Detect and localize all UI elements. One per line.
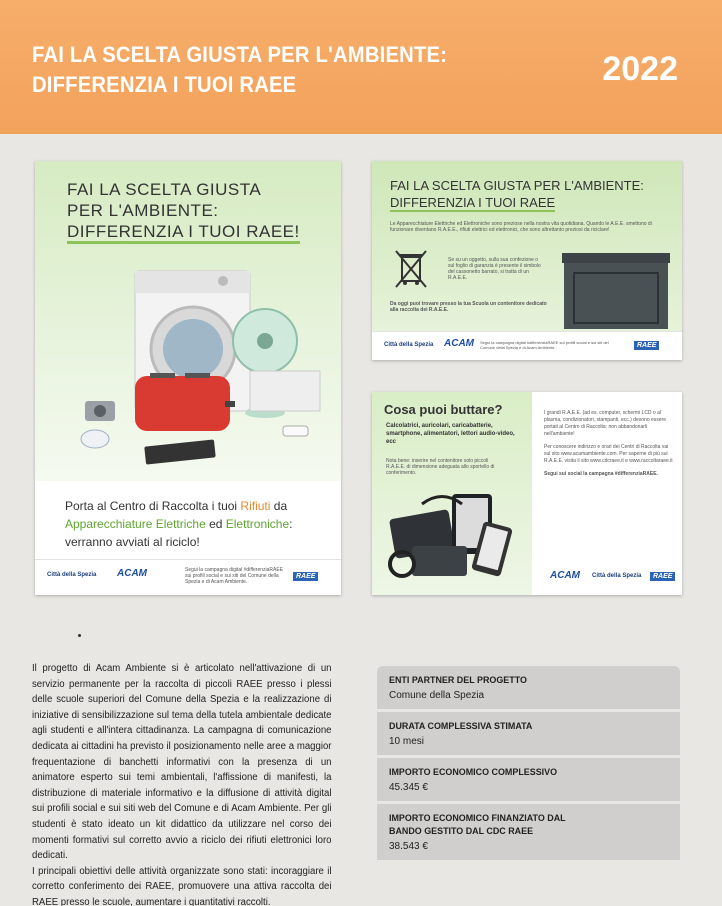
poster-bottom-note: Nota bene: inserire nel contenitore solo piccoli R.A.E.E. di dimensione adeguata allo sportello di conferimento. [386,458,495,476]
poster-main-footer [35,559,341,595]
appliances-illustration [75,261,325,481]
poster-top-footer-note: Segui la campagna digital #differenziaRAEE sui profili social e sui siti del Comune della Spezia e di Acam Ambiente. [480,340,609,350]
city-logo: Città della Spezia [592,573,642,579]
poster-top-school-text: Da oggi puoi trovare presso la tua Scuola un contenitore dedicato alla raccolta dei R.A.E.E. [390,301,547,313]
page-title [32,40,447,100]
poster-main-caption: Porta al Centro di Raccolta i tuoi Rifiuti da Apparecchiature Elettriche ed Elettroniche: verranno avviati al riciclo! [65,499,293,549]
bulb-icon [283,426,308,436]
acam-logo: ACAM [444,338,474,349]
raee-logo: RAEE [293,572,318,581]
poster-main [35,161,341,595]
poster-bottom-footer [550,568,680,588]
project-description [32,661,332,906]
info-box-funded-amount: IMPORTO ECONOMICO FINANZIATO DAL BANDO GESTITO DAL CDC RAEE 38.543 € [377,804,680,860]
poster-top-title: FAI LA SCELTA GIUSTA PER L'AMBIENTE: DIFFERENZIA I TUOI RAEE [390,178,644,210]
description-paragraph-1: Il progetto di Acam Ambiente si è articolato nell'attivazione di un servizio permanente per la raccolta di piccoli RAEE presso i plessi delle scuole superiori del Comune della Spezia e la realizzazione di iniziative di sensibilizzazione sul tema della tutela ambientale dedicate agli studenti e all'intera cittadinanza. La campagna di comunicazione dedicata ai cittadini ha previsto il posizionamento nelle aree a maggior frequentazione di banchetti informativi con la presenza di un animatore esperto sui temi ambientali, l'affissione di manifesti, la distribuzione di materiale informativo e la diffusione di attività digital sui profili social e sui siti web del Comune e di Acam Ambiente. Per gli studenti è stato ideato un kit didattico da utilizzare nel corso dei momenti formativi sul corretto avvio a riciclo dei rifiuti elettronici loro dedicati. [32,663,332,862]
raee-logo: RAEE [634,341,659,350]
title-line-1: FAI LA SCELTA GIUSTA PER L'AMBIENTE: [32,42,448,67]
poster-top [372,161,682,360]
poster-main-footer-note: Segui la campagna digital #differenziaRAEE sui profili social e sui siti del Comune della Spezia e di Acam Ambiente. [185,567,284,585]
poster-top-footer [372,331,682,360]
decorative-dot [78,634,81,637]
city-logo: Città della Spezia [384,342,434,348]
mouse-icon [81,430,109,448]
poster-bottom [372,392,682,595]
microwave-icon [250,371,320,411]
acam-logo: ACAM [117,568,147,579]
description-paragraph-2: I principali obiettivi delle attività organizzate sono stati: incoraggiare il corretto conferimento dei RAEE, promuovere una attiva raccolta dei RAEE presso le scuole, aumentare i quantitativi raccolti. [32,865,332,906]
project-info-panel [377,666,680,863]
year-label: 2022 [602,50,678,88]
poster-bottom-title: Cosa puoi buttare? [384,402,503,417]
crossed-bin-icon [394,249,428,289]
tablet-icon [144,439,215,464]
info-box-total-amount: IMPORTO ECONOMICO COMPLESSIVO 45.345 € [377,758,680,801]
poster-main-title: FAI LA SCELTA GIUSTA PER L'AMBIENTE: DIFFERENZIA I TUOI RAEE! [67,179,300,242]
camera-icon [85,401,115,421]
city-logo: Città della Spezia [47,572,97,578]
electronics-pile-illustration [382,484,527,584]
collection-bin-illustration [560,249,672,329]
info-box-duration: DURATA COMPLESSIVA STIMATA 10 mesi [377,712,680,755]
poster-top-symbol-text: Se su un oggetto, sulla sua confezione o sul foglio di garanzia è presente il simbolo del cassonetto barrato, si tratta di un R.A.E.E. [448,257,541,281]
header-banner [0,0,722,134]
raee-logo: RAEE [650,572,675,581]
poster-bottom-list: Calcolatrici, auricolari, caricabatterie, smartphone, alimentatori, lettori audio-video, ecc [386,423,515,445]
title-line-2: DIFFERENZIA I TUOI RAEE [32,72,297,97]
acam-logo: ACAM [550,570,580,581]
poster-bottom-right-text: I grandi R.A.E.E. (ad es. computer, schermi LCD o al plasma, condizionatori, stampanti, ecc.) devono essere portati al Centro di Raccolta: non abbandonarli nell'ambiente! Per conoscere indirizzo e orari dei Centri di Raccolta vai sul sito www.acamambiente.com. Per saperne di più sui R.A.E.E. visita il sito www.cdcraee.it e www.raccoltaraee.it Segui sui social la campagna #differenziaRAEE. [544,410,673,477]
info-box-partners: ENTI PARTNER DEL PROGETTO Comune della Spezia [377,666,680,709]
toaster-icon [135,373,235,431]
poster-top-intro: Le Apparecchiature Elettriche ed Elettroniche sono preziose nella nostra vita quotidiana. Quando le A.E.E. smettono di funzionare diventano R.A.E.E., rifiuti elettrici ed elettronici, che sono altrettanto preziosi da riciclare! [390,221,652,233]
